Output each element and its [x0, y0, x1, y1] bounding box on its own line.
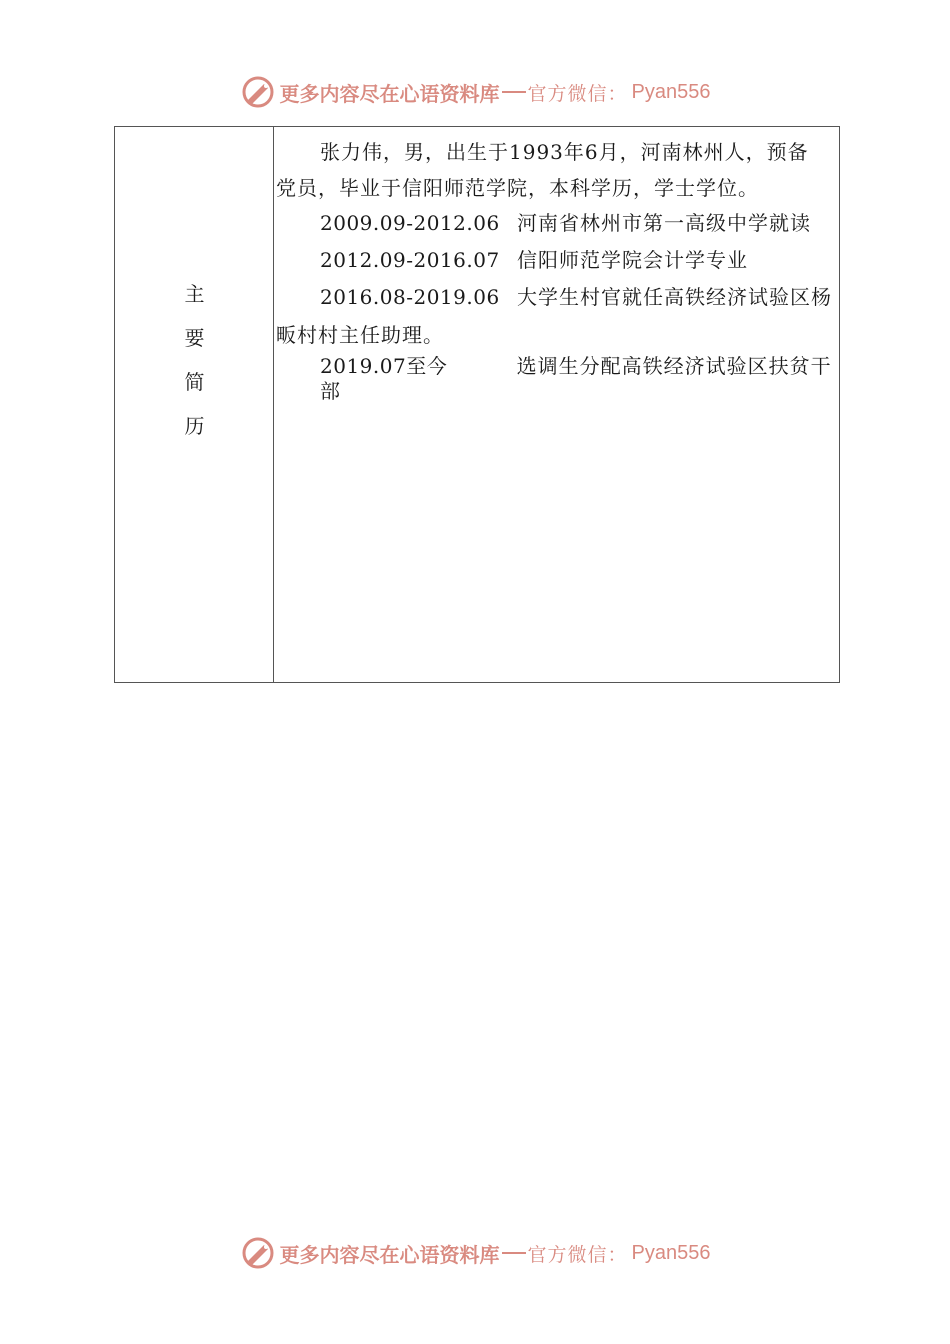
resume-entry: [320, 247, 748, 273]
watermark-dash: [502, 91, 526, 93]
entry-text: 选调生分配高铁经济试验区扶贫干: [516, 354, 832, 378]
label-char: 要: [184, 326, 205, 350]
entry-date-range: 2009.09-2012.06: [320, 211, 500, 235]
entry-continuation: 畈村村主任助理。: [276, 323, 444, 347]
entry-continuation: 部: [320, 379, 341, 403]
watermark-slogan: 更多内容尽在心语资料库: [279, 81, 500, 106]
intro-line: 张力伟，男，出生于1993年6月，河南林州人，预备: [320, 140, 809, 164]
intro-line: 党员，毕业于信阳师范学院，本科学历，学士学位。: [276, 176, 759, 200]
entry-date-range: 2012.09-2016.07: [320, 248, 500, 272]
label-char: 历: [184, 414, 205, 438]
watermark-slogan: 更多内容尽在心语资料库: [279, 1242, 500, 1267]
label-char: 简: [184, 370, 205, 394]
entry-date-range: 2019.07至今: [320, 354, 448, 378]
watermark-banner-bottom: [0, 1233, 950, 1273]
watermark-wechat-label: 官方微信：: [527, 82, 628, 105]
resume-entry: [320, 210, 811, 236]
pen-logo-icon: [240, 1235, 276, 1271]
entry-text: 河南省林州市第一高级中学就读: [517, 211, 812, 235]
resume-content-cell: [274, 127, 839, 682]
pen-logo-icon: [240, 74, 276, 110]
entry-date-range: 2016.08-2019.06: [320, 285, 500, 309]
label-char: 主: [184, 282, 205, 306]
entry-text: 大学生村官就任高铁经济试验区杨: [517, 285, 833, 309]
watermark-handle: Pyan556: [631, 1241, 711, 1264]
watermark-handle: Pyan556: [631, 80, 711, 103]
resume-table: [114, 126, 840, 683]
watermark-wechat-label: 官方微信：: [527, 1243, 628, 1266]
label-cell: [115, 127, 274, 682]
entry-text: 信阳师范学院会计学专业: [517, 248, 749, 272]
watermark-dash: [502, 1252, 526, 1254]
watermark-banner-top: [0, 72, 950, 112]
resume-entry: [320, 284, 832, 310]
section-label: [115, 272, 274, 448]
resume-entry: [320, 353, 832, 379]
